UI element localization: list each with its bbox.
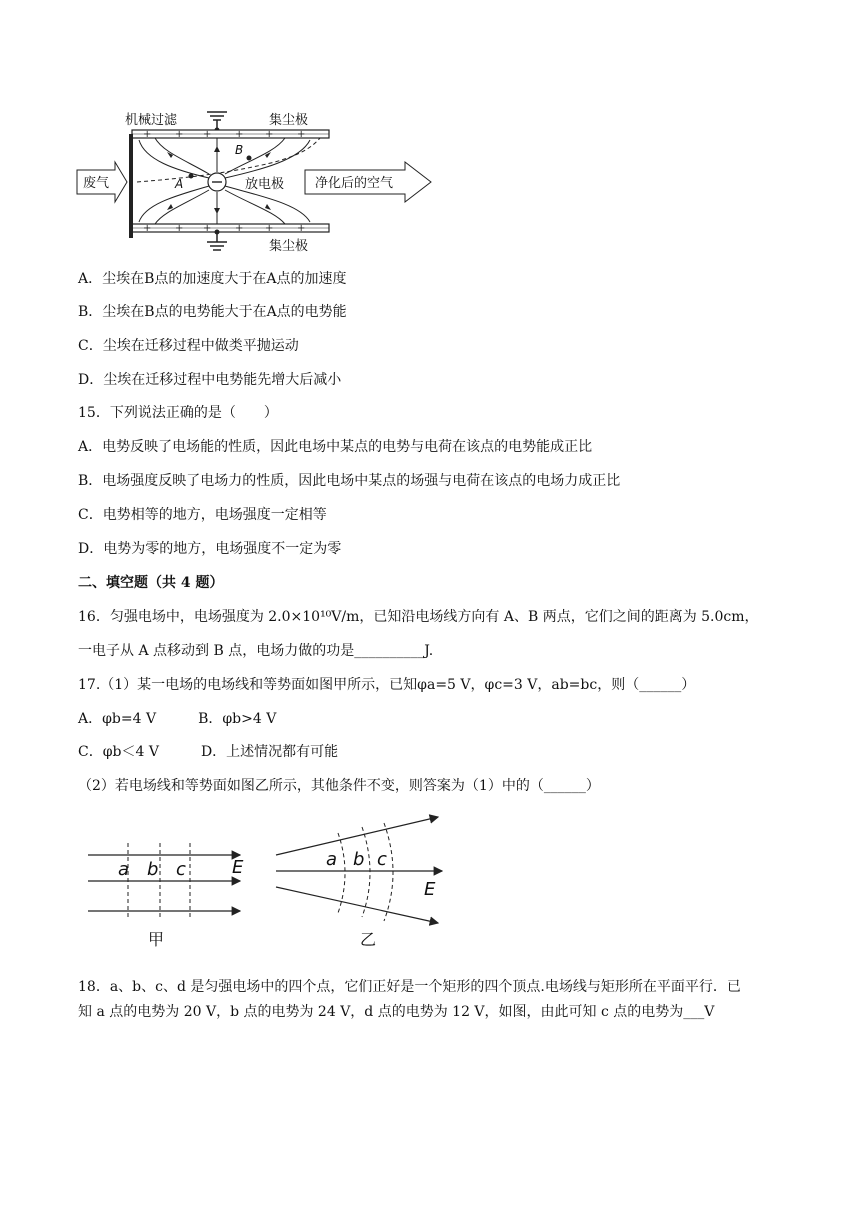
svg-text:+: + <box>235 223 244 234</box>
q17-options-row2: C．φb＜4 V D．上述情况都有可能 <box>78 744 339 760</box>
yi-label-c: c <box>377 849 387 870</box>
svg-text:+: + <box>203 129 212 140</box>
q15-option-b: B．电场强度反映了电场力的性质，因此电场中某点的场强与电荷在该点的电场力成正比 <box>78 473 621 489</box>
label-collector-top: 集尘极 <box>269 113 309 128</box>
label-collector-bottom: 集尘极 <box>269 239 309 254</box>
jia-label-a: a <box>118 859 130 880</box>
label-point-a: A <box>175 177 184 191</box>
label-clean-air: 净化后的空气 <box>315 176 394 191</box>
q18-line1: 18．a、b、c、d 是匀强电场中的四个点，它们正好是一个矩形的四个顶点.电场线与矩形所在平面平行．已 <box>78 979 741 995</box>
svg-text:+: + <box>203 223 212 234</box>
svg-text:+: + <box>297 129 306 140</box>
dust-trajectory <box>137 138 320 182</box>
svg-text:+: + <box>143 223 152 234</box>
jia-label-c: c <box>176 859 186 880</box>
label-waste-gas: 废气 <box>83 176 110 191</box>
section-title: 二、填空题（共 4 题） <box>78 575 224 591</box>
q14-option-d: D．尘埃在迁移过程中电势能先增大后减小 <box>78 372 342 388</box>
q16-line1: 16．匀强电场中，电场强度为 2.0×10¹⁰V/m，已知沿电场线方向有 A、B 两点，它们之间的距离为 5.0cm， <box>78 609 759 625</box>
q14-option-a: A．尘埃在B点的加速度大于在A点的加速度 <box>78 271 347 287</box>
mechanical-filter <box>129 134 133 238</box>
jia-label-b: b <box>147 859 159 880</box>
ground-top <box>207 112 227 130</box>
label-point-b: B <box>235 143 244 157</box>
svg-text:+: + <box>265 129 274 140</box>
svg-text:+: + <box>265 223 274 234</box>
svg-text:+: + <box>143 129 152 140</box>
q14-option-b: B．尘埃在B点的电势能大于在A点的电势能 <box>78 304 347 320</box>
figure-jia <box>88 843 244 949</box>
q17-options-row1: A．φb=4 V B．φb>4 V <box>78 711 277 727</box>
jia-caption: 甲 <box>148 930 165 949</box>
label-discharge: 放电极 <box>245 177 285 192</box>
svg-text:+: + <box>235 129 244 140</box>
svg-text:+: + <box>175 223 184 234</box>
svg-text:+: + <box>175 129 184 140</box>
yi-label-e: E <box>424 879 436 900</box>
q17-part2: （2）若电场线和等势面如图乙所示，其他条件不变，则答案为（1）中的（______） <box>78 778 600 794</box>
q15-stem: 15．下列说法正确的是（ ） <box>78 405 278 421</box>
yi-label-b: b <box>353 849 365 870</box>
q18-line2: 知 a 点的电势为 20 V，b 点的电势为 24 V，d 点的电势为 12 V，如图，由此可知 c 点的电势为___V <box>78 1004 715 1020</box>
figure-yi <box>276 817 442 949</box>
field-figures <box>80 805 460 955</box>
q15-option-c: C．电势相等的地方，电场强度一定相等 <box>78 507 327 523</box>
label-mech-filter: 机械过滤 <box>125 113 178 128</box>
q14-option-c: C．尘埃在迁移过程中做类平抛运动 <box>78 338 299 354</box>
jia-label-e: E <box>232 857 244 878</box>
ground-bottom <box>207 232 227 250</box>
q15-option-a: A．电势反映了电场能的性质，因此电场中某点的电势与电荷在该点的电势能成正比 <box>78 439 593 455</box>
q17-stem: 17.（1）某一电场的电场线和等势面如图甲所示，已知φa=5 V，φc=3 V，ab=bc，则（______） <box>78 677 696 693</box>
yi-caption: 乙 <box>360 930 377 949</box>
q15-option-d: D．电势为零的地方，电场强度不一定为零 <box>78 541 342 557</box>
precipitator-figure <box>75 100 435 260</box>
svg-text:+: + <box>297 223 306 234</box>
q16-line2: 一电子从 A 点移动到 B 点，电场力做的功是__________J. <box>78 643 434 659</box>
yi-label-a: a <box>326 849 338 870</box>
